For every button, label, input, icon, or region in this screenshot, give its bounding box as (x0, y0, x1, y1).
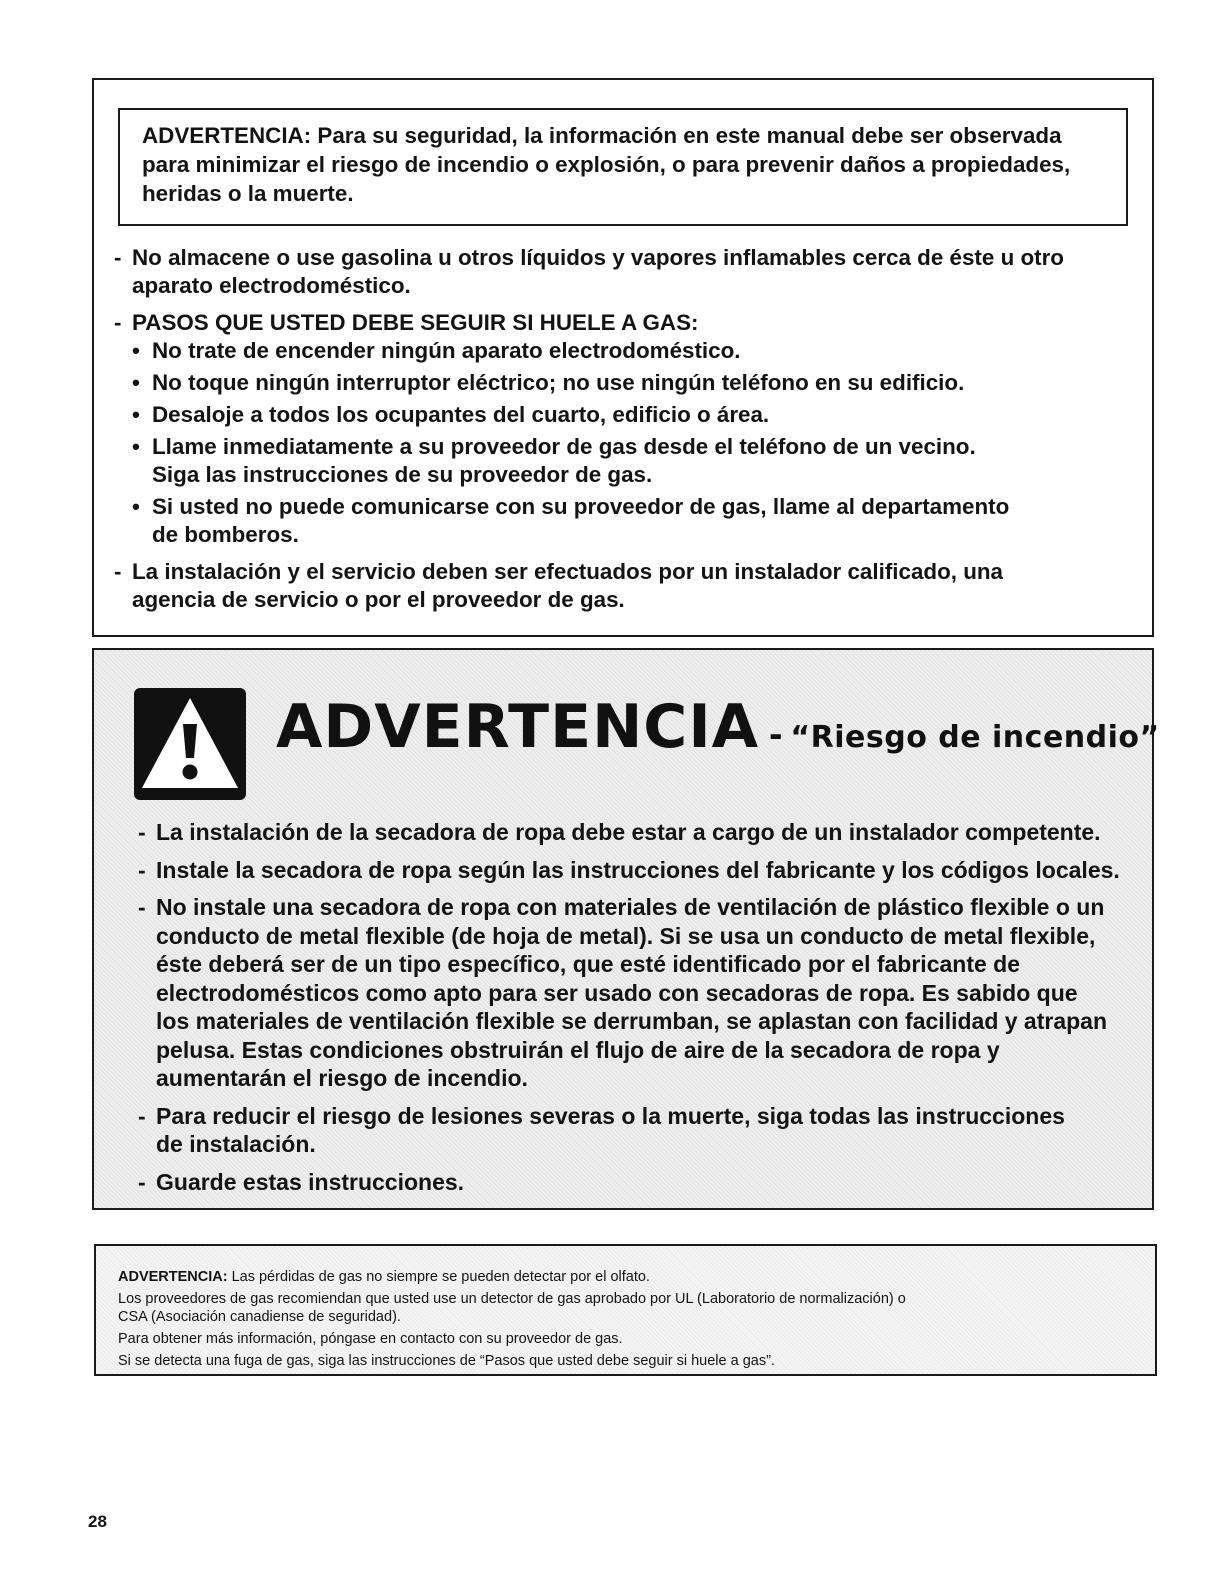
note-line: CSA (Asociación canadiense de seguridad). (118, 1309, 401, 1325)
warning-heading (276, 692, 1160, 762)
gas-detector-note (94, 1244, 1157, 1376)
step-line: • Llame inmediatamente a su proveedor de gas desde el teléfono de un vecino. (152, 434, 976, 459)
list-item-gas-steps (114, 309, 1144, 549)
note-paragraph (118, 1290, 1155, 1326)
warning-subtitle: “Riesgo de incendio” (790, 720, 1160, 755)
step-line: • Si usted no puede comunicarse con su proveedor de gas, llame al departamento (152, 494, 1010, 519)
step-line: • No toque ningún interruptor eléctrico; no use ningún teléfono en su edificio. (152, 370, 965, 395)
fire-hazard-list (138, 818, 1148, 1205)
list-item (138, 1168, 1148, 1197)
list-item (138, 893, 1148, 1093)
list-item-line: pelusa. Estas condiciones obstruirán el flujo de aire de la secadora de ropa y (156, 1036, 1000, 1063)
title-separator: - (769, 712, 783, 756)
step-line: de bomberos. (152, 522, 299, 547)
list-item-storage (114, 244, 1144, 300)
safety-warning-notice (118, 108, 1128, 226)
list-item-line: de instalación. (156, 1131, 316, 1157)
list-item-line: electrodomésticos como apto para ser usado con secadoras de ropa. Es sabido que (156, 979, 1078, 1006)
warning-line: para minimizar el riesgo de incendio o explosión, o para prevenir daños a propiedades, (142, 152, 1071, 177)
warning-line: heridas o la muerte. (142, 181, 354, 206)
warning-title: ADVERTENCIA (276, 692, 760, 762)
list-item-line: agencia de servicio o por el proveedor de gas. (132, 587, 625, 612)
note-paragraph: Si se detecta una fuga de gas, siga las instrucciones de “Pasos que usted debe seguir si huele a gas”. (118, 1353, 775, 1369)
list-item-line: - La instalación de la secadora de ropa debe estar a cargo de un instalador competente. (156, 819, 1101, 845)
steps-heading: - PASOS QUE USTED DEBE SEGUIR SI HUELE A GAS: (132, 310, 699, 335)
fire-hazard-box (92, 648, 1160, 1210)
list-item (138, 856, 1148, 885)
list-item-line: conducto de metal flexible (de hoja de metal). Si se usa un conducto de metal flexible, (156, 922, 1096, 949)
warning-line: ADVERTENCIA: Para su seguridad, la información en este manual debe ser observada (142, 123, 1062, 148)
list-item-line: - No instale una secadora de ropa con materiales de ventilación de plástico flexible o un (156, 894, 1105, 920)
step-item (132, 493, 1144, 549)
list-item-line: éste deberá ser de un tipo específico, que esté identificado por el fabricante de (156, 951, 1021, 977)
steps-list (132, 337, 1144, 549)
step-item (132, 337, 1144, 365)
gas-safety-box (92, 78, 1154, 637)
list-item-line: - La instalación y el servicio deben ser efectuados por un instalador calificado, una (132, 559, 1004, 584)
step-line: Siga las instrucciones de su proveedor de gas. (152, 462, 653, 487)
step-item (132, 369, 1144, 397)
step-line: • No trate de encender ningún aparato electrodoméstico. (152, 338, 741, 363)
note-paragraph: Para obtener más información, póngase en contacto con su proveedor de gas. (118, 1331, 623, 1347)
list-item-line: - Instale la secadora de ropa según las instrucciones del fabricante y los códigos locales. (156, 856, 1120, 883)
note-label: ADVERTENCIA: (118, 1269, 228, 1285)
gas-safety-list (114, 244, 1144, 623)
step-item (132, 401, 1144, 429)
list-item-line: aparato electrodoméstico. (132, 273, 411, 298)
list-item-line: aumentarán el riesgo de incendio. (156, 1065, 528, 1091)
list-item-line: - Para reducir el riesgo de lesiones severas o la muerte, siga todas las instrucciones (156, 1102, 1065, 1129)
note-text: Las pérdidas de gas no siempre se pueden detectar por el olfato. (227, 1269, 650, 1285)
note-line: Los proveedores de gas recomiendan que usted use un detector de gas aprobado por UL (Laboratorio de normalización) o (118, 1291, 906, 1307)
list-item (138, 1102, 1148, 1159)
list-item-line: los materiales de ventilación flexible se derrumban, se aplastan con facilidad y atrapan (156, 1008, 1108, 1034)
step-item (132, 433, 1144, 489)
list-item-line: - Guarde estas instrucciones. (156, 1168, 465, 1195)
step-line: • Desaloje a todos los ocupantes del cuarto, edificio o área. (152, 402, 770, 427)
page-number: 28 (88, 1512, 107, 1531)
list-item-line: - No almacene o use gasolina u otros líquidos y vapores inflamables cerca de éste u otro (132, 245, 1064, 270)
note-paragraph (118, 1268, 1155, 1286)
list-item-installation (114, 558, 1144, 614)
warning-triangle-icon (134, 688, 246, 800)
list-item (138, 818, 1148, 847)
